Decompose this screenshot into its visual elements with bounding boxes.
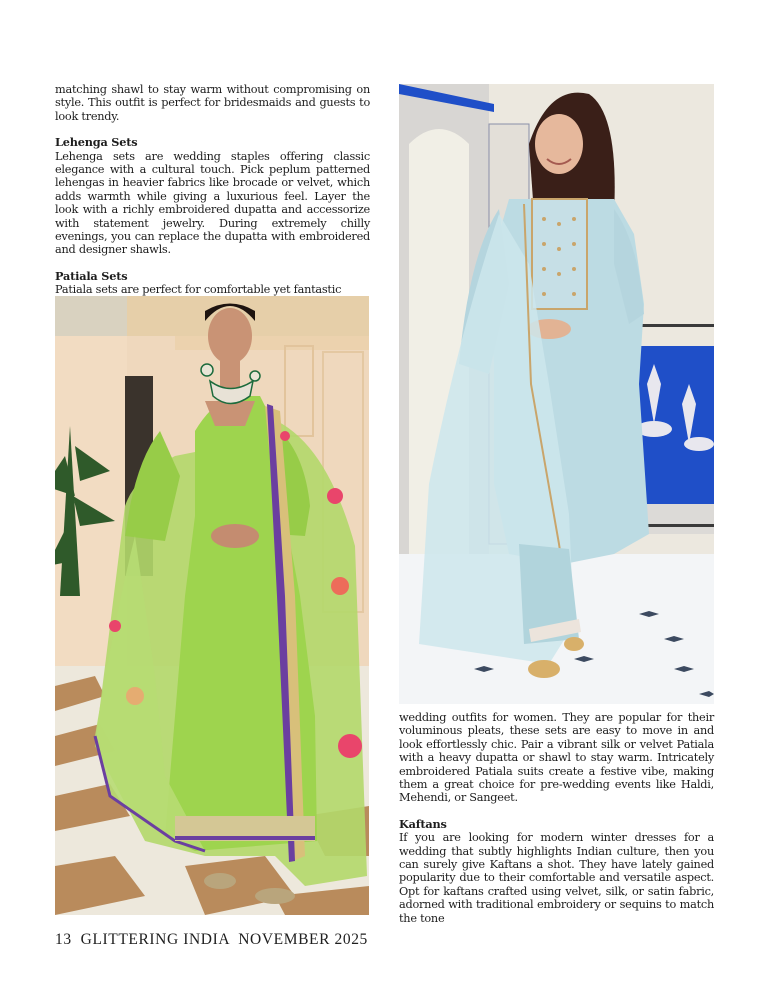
page-number: 13: [55, 931, 72, 948]
section-heading-kaftans: Kaftans: [399, 816, 447, 831]
green-outfit-illustration: [55, 296, 369, 915]
section-body-kaftans: If you are looking for modern winter dresses for a wedding that subtly highlights Indian culture, then you can surely give Kaftans a shot. They have lately gained popularity due to their comfortable and versatile aspect. Opt for kaftans crafted using velvet, silk, or satin fabric, adorned with traditional embroidery or sequins to match the tone: [399, 831, 714, 925]
page-footer: [55, 931, 368, 949]
section-body-patiala: Patiala sets are perfect for comfortable yet fantastic: [55, 283, 342, 297]
magazine-name: GLITTERING INDIA: [80, 931, 230, 948]
patiala-continued-paragraph: wedding outfits for women. They are popular for their voluminous pleats, these sets are easy to move in and look effortlessly chic. Pair a vibrant silk or velvet Patiala with a heavy dupatta or shawl to stay warm. Intricately embroidered Patiala suits create a festive vibe, making them a great choice for pre-wedding events like Haldi, Mehendi, or Sangeet.: [399, 711, 714, 805]
section-heading-lehenga: Lehenga Sets: [55, 135, 138, 150]
issue-date: NOVEMBER 2025: [238, 931, 368, 948]
section-body-lehenga: Lehenga sets are wedding staples offering classic elegance with a cultural touch. Pick peplum patterned lehengas in heavier fabrics like brocade or velvet, which adds warmth while giving a luxurious feel. Layer the look with a richly embroidered dupatta and accessorize with statement jewelry. During extremely chilly evenings, you can replace the dupatta with embroidered and designer shawls.: [55, 149, 370, 257]
section-heading-patiala: Patiala Sets: [55, 268, 128, 283]
intro-paragraph: matching shawl to stay warm without compromising on style. This outfit is perfect for bridesmaids and guests to look trendy.: [55, 83, 370, 123]
blue-outfit-illustration: [399, 84, 714, 704]
right-column-text: [399, 711, 714, 925]
left-column-text: [55, 83, 370, 310]
photo-green-anarkali: [55, 296, 369, 915]
photo-blue-suit: [399, 84, 714, 704]
